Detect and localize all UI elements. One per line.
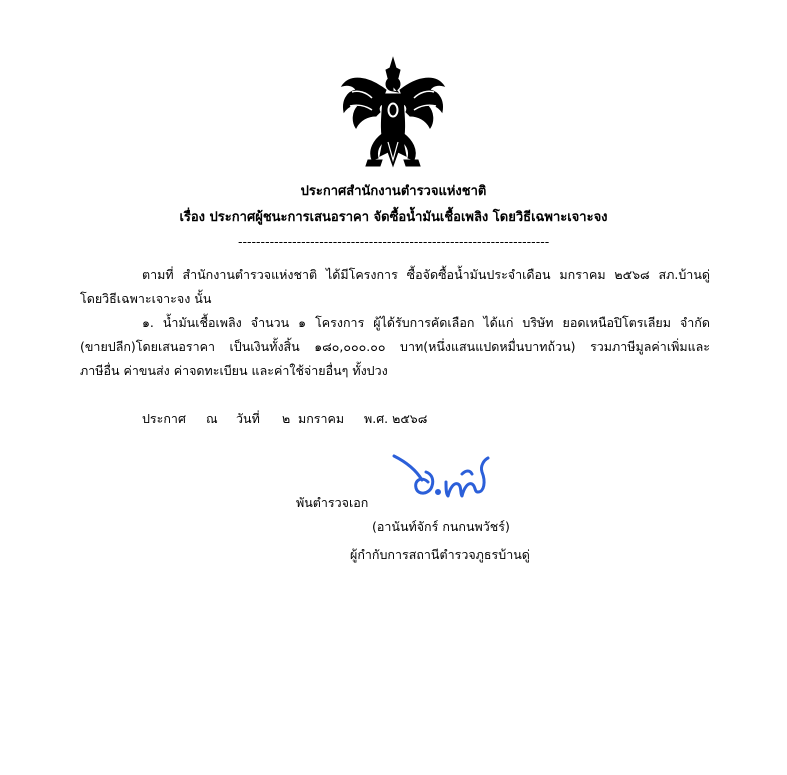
paragraph-1-line-1: ตามที่ สำนักงานตำรวจแห่งชาติ ได้มีโครงการ ซื้อจัดซื้อน้ำมันประจำเดือน มกราคม ๒๕๖๘ สภ.บ้านดู่ [142, 267, 710, 282]
signer-rank: พันตำรวจเอก [296, 495, 369, 510]
item-1-line-2: (ขายปลีก)โดยเสนอราคา เป็นเงินทั้งสิ้น ๑๘๐,๐๐๐.๐๐ บาท(หนึ่งแสนแปดหมื่นบาทถ้วน) รวมภาษีมูลค่าเพิ่มและ [80, 339, 710, 354]
item-1-line-3: ภาษีอื่น ค่าขนส่ง ค่าจดทะเบียน และค่าใช้จ่ายอื่นๆ ทั้งปวง [80, 363, 388, 378]
garuda-emblem-icon [338, 56, 448, 172]
item-1-line-1: ๑. น้ำมันเชื้อเพลิง จำนวน ๑ โครงการ ผู้ได้รับการคัดเลือก ได้แก่ บริษัท ยอดเหนือปิโตรเลียม จำกัด [142, 315, 710, 330]
signer-position: ผู้กำกับการสถานีตำรวจภูธรบ้านดู่ [350, 547, 530, 562]
date-year: พ.ศ. ๒๕๖๘ [364, 411, 428, 426]
handwritten-signature [392, 452, 492, 502]
date-month: มกราคม [298, 411, 345, 426]
date-day-label: วันที่ [236, 411, 260, 426]
paragraph-1-line-2: โดยวิธีเฉพาะเจาะจง นั้น [80, 291, 212, 306]
signer-name: (อานันท์จักร์ กนกนพวัชร์) [372, 519, 510, 534]
date-day: ๒ [282, 411, 291, 426]
date-prefix: ประกาศ [142, 411, 186, 426]
divider-line: --------------------------------------------------------------------- [238, 234, 550, 249]
announcement-agency-title: ประกาศสำนักงานตำรวจแห่งชาติ [300, 184, 487, 199]
date-at: ณ [206, 411, 218, 426]
announcement-subject: เรื่อง ประกาศผู้ชนะการเสนอราคา จัดซื้อน้ำมันเชื้อเพลิง โดยวิธีเฉพาะเจาะจง [179, 210, 608, 225]
